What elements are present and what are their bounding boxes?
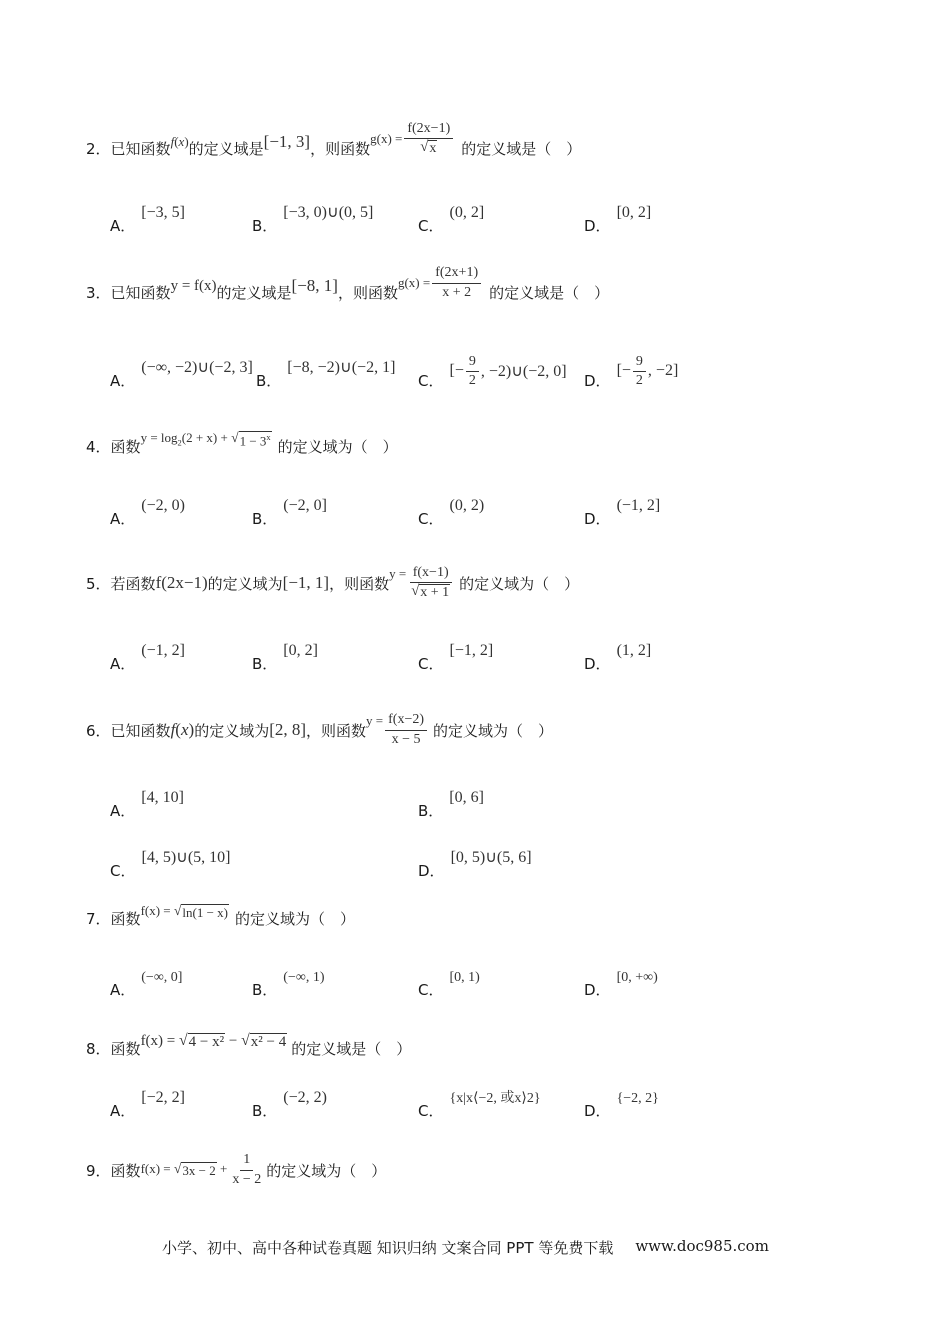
composite-function-fraction: f(x−1) √ x + 1	[408, 565, 453, 601]
option-b[interactable]: B． [0, 6]	[418, 789, 484, 820]
question-8: 8． 函数 f(x) = √ 4 − x² − √ x² − 4 的定义域是（ ）	[86, 1032, 412, 1058]
composite-function-fraction: $\frac{f(2x+1)}{x + 2}$	[432, 265, 481, 300]
option-c[interactable]: C． [− $\frac{9}{2}$ , −2)∪(−2, 0]	[418, 353, 567, 390]
question-number: 4．	[86, 437, 111, 456]
question-7: 7． 函数 f(x) = √ ln(1 − x) 的定义域为（ ）	[86, 903, 356, 928]
question-number: 8．	[86, 1039, 111, 1058]
option-a[interactable]: A． (−1, 2]	[110, 642, 185, 673]
option-a[interactable]: A． (−2, 0)	[110, 497, 185, 528]
option-b[interactable]: B． [−8, −2)∪(−2, 1]	[256, 359, 396, 390]
question-number: 7．	[86, 909, 111, 928]
option-d[interactable]: D． [− $\frac{9}{2}$ , −2]	[584, 353, 679, 390]
option-a[interactable]: A． (−∞, 0]	[110, 970, 183, 999]
option-d[interactable]: D． (1, 2]	[584, 642, 652, 673]
function-notation: f(x)	[170, 134, 189, 149]
option-a[interactable]: A． [−2, 2]	[110, 1089, 185, 1120]
option-b[interactable]: B． (−2, 0]	[252, 497, 327, 528]
option-d[interactable]: D． [0, +∞)	[584, 970, 658, 999]
question-3: 3． 已知函数 y = f(x) 的定义域是 [−8, 1] ，则函数 g(x) = $\frac{f(2x+1)}{x + 2}$ 的定义域是（ ）	[86, 265, 610, 302]
option-c[interactable]: C． (0, 2)	[418, 497, 485, 528]
given-domain: [−1, 1]	[282, 573, 330, 592]
function-expression: $y = \log_2(2 + x)$ + √ $1 - 3^x$	[140, 430, 271, 449]
footer-link[interactable]: www.doc985.com	[635, 1237, 769, 1255]
function-expression: f(x) = √ 3x − 2 +	[140, 1161, 228, 1178]
question-2: 2． 已知函数 f(x) 的定义域是 [−1, 3] ，则函数 g(x) = f(2x−1) √ x 的定义域是（ ）	[86, 120, 582, 158]
given-domain: [−8, 1]	[291, 276, 338, 295]
footer-text: 小学、初中、高中各种试卷真题 知识归纳 文案合同 PPT 等免费下载	[162, 1239, 614, 1257]
question-number: 6．	[86, 721, 111, 740]
composite-function-fraction: $\frac{f(x-2)}{x - 5}$	[385, 712, 427, 747]
question-number: 5．	[86, 574, 111, 593]
option-d[interactable]: D． [0, 2]	[584, 204, 652, 235]
option-a[interactable]: A． [4, 10]	[110, 789, 184, 820]
option-b[interactable]: B． (−∞, 1)	[252, 970, 325, 999]
option-a[interactable]: A． [−3, 5]	[110, 204, 185, 235]
option-c[interactable]: C． {x|x⟨−2, 或x⟩2}	[418, 1091, 541, 1120]
function-notation: y = f(x)	[170, 277, 217, 294]
page-footer	[162, 1237, 769, 1258]
given-domain: [−1, 3]	[263, 132, 311, 151]
question-9: 9． 函数 f(x) = √ 3x − 2 + $\frac{1}{x - 2}$ 的定义域为（ ）	[86, 1152, 387, 1187]
function-expression: f(x) = √ 4 − x² − √ x² − 4	[140, 1032, 287, 1050]
option-b[interactable]: B． (−2, 2)	[252, 1089, 327, 1120]
option-d[interactable]: D． [0, 5)∪(5, 6]	[418, 849, 532, 880]
question-number: 9．	[86, 1161, 111, 1180]
question-number: 3．	[86, 283, 111, 302]
option-a[interactable]: A． (−∞, −2)∪(−2, 3]	[110, 359, 253, 390]
option-b[interactable]: B． [0, 2]	[252, 642, 318, 673]
option-c[interactable]: C． [4, 5)∪(5, 10]	[110, 849, 231, 880]
option-c[interactable]: C． [0, 1)	[418, 970, 480, 999]
question-5: 5． 若函数 f(2x−1) 的定义域为 [−1, 1] ，则函数 y = f(x−1) √ x + 1 的定义域为（ ）	[86, 564, 580, 600]
composite-function-fraction: f(2x−1) √ x	[404, 121, 453, 157]
option-c[interactable]: C． [−1, 2]	[418, 642, 494, 673]
option-c[interactable]: C． (0, 2]	[418, 204, 485, 235]
option-d[interactable]: D． (−1, 2]	[584, 497, 661, 528]
option-d[interactable]: D． {−2, 2}	[584, 1091, 659, 1120]
question-number: 2．	[86, 139, 111, 158]
question-4: 4． 函数 $y = \log_2(2 + x)$ + √ $1 - 3^x$ 的定义域为（ ）	[86, 430, 398, 456]
question-6: 6． 已知函数 f(x) 的定义域为 [2, 8] ，则函数 y = $\frac{f(x-2)}{x - 5}$ 的定义域为（ ）	[86, 712, 554, 747]
fraction-term: $\frac{1}{x - 2}$	[232, 1152, 262, 1187]
function-notation: f(2x−1)	[155, 573, 208, 592]
function-expression: f(x) = √ ln(1 − x)	[140, 903, 228, 920]
option-b[interactable]: B． [−3, 0)∪(0, 5]	[252, 204, 374, 235]
function-notation: f(x)	[170, 720, 195, 739]
given-domain: [2, 8]	[269, 720, 307, 739]
